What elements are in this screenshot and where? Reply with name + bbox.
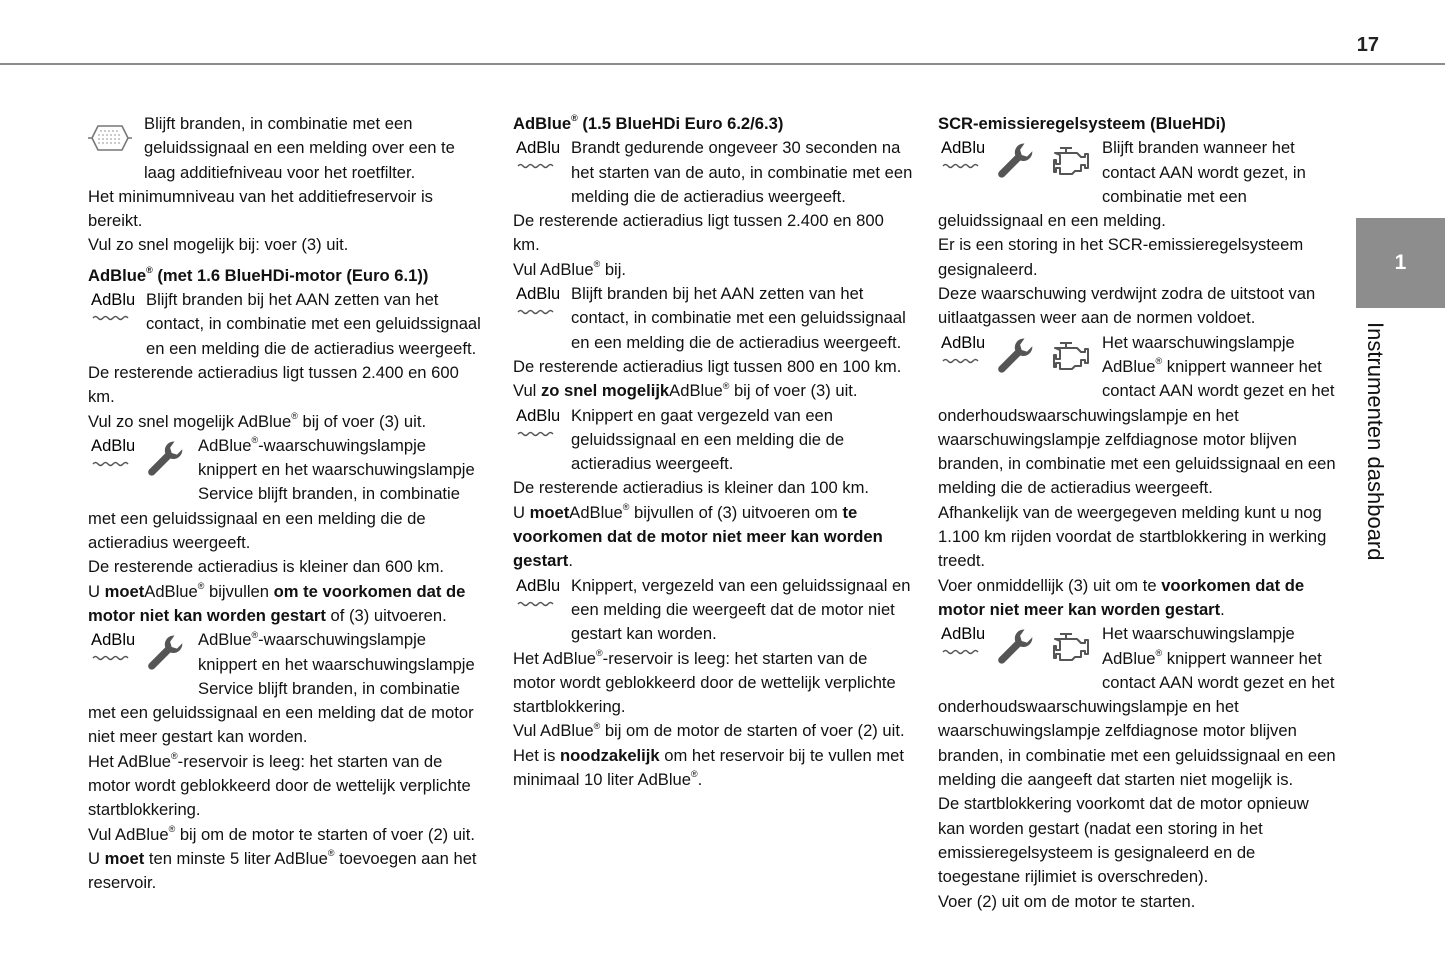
paragraph: U moet ten minste 5 liter AdBlue® toevoegen aan het reservoir. — [88, 848, 477, 893]
paragraph: Het minimumniveau van het additiefreservoir is bereikt. — [88, 186, 433, 231]
adblue-icon — [88, 438, 134, 474]
paragraph: De resterende actieradius is kleiner dan 600 km. — [88, 557, 445, 577]
paragraph: Vul zo snel mogelijk AdBlue® bij of voer (3) uit. — [88, 411, 427, 431]
paragraph: AdBlue®-waarschuwingslampje knippert en het waarschuwingslampje Service blijft branden, in combinatie met een geluidssignaal en een melding dat de motor niet meer gestart kan worden. — [88, 629, 475, 747]
wrench-icon — [144, 438, 186, 480]
paragraph: AdBlue®-waarschuwingslampje knippert en het waarschuwingslampje Service blijft branden, in combinatie met een geluidssignaal en een melding die de actieradius weergeeft. — [88, 435, 475, 553]
adblue-icon — [88, 632, 134, 668]
wrench-icon — [994, 140, 1036, 182]
column-middle — [513, 112, 913, 792]
section-heading: AdBlue® (1.5 BlueHDi Euro 6.2/6.3) — [513, 113, 784, 133]
engine-icon — [1046, 628, 1090, 664]
paragraph: Blijft branden bij het AAN zetten van het contact, in combinatie met een geluidssignaal en een melding die de actieradius weergeeft. — [571, 284, 906, 352]
paragraph: Blijft branden wanneer het contact AAN wordt gezet, in combinatie met een geluidssignaal en een melding. — [938, 138, 1306, 231]
paragraph: Voer (2) uit om de motor te starten. — [938, 891, 1196, 911]
indicator-block-adblue-service — [88, 628, 488, 749]
indicator-block-adblue-service — [88, 434, 488, 555]
adblue-icon — [513, 408, 559, 444]
wrench-icon — [994, 626, 1036, 668]
paragraph: Het waarschuwingslampje AdBlue® knippert wanneer het contact AAN wordt gezet en het onderhoudswaarschuwingslampje en het waarschuwingslampje zelfdiagnose motor blijven branden, in combinatie met een geluidssignaal en een melding die aangeeft dat starten niet mogelijk is. — [938, 624, 1336, 790]
adblue-icon — [938, 626, 984, 662]
paragraph: De resterende actieradius ligt tussen 800 en 100 km. — [513, 356, 902, 376]
paragraph: Vul AdBlue® bij om de motor te starten of voer (2) uit. — [88, 824, 475, 844]
paragraph: Voer onmiddellijk (3) uit om te voorkomen dat de motor niet meer kan worden gestart. — [938, 575, 1305, 619]
section-heading: SCR-emissieregelsysteem (BlueHDi) — [938, 114, 1226, 133]
indicator-block-adblue — [513, 282, 913, 355]
page-number: 17 — [1356, 34, 1379, 56]
paragraph: Het waarschuwingslampje AdBlue® knippert wanneer het contact AAN wordt gezet en het onderhoudswaarschuwingslampje en het waarschuwingslampje zelfdiagnose motor blijven branden, in combinatie met een geluidssignaal en een melding die de actieradius weergeeft. — [938, 332, 1336, 498]
paragraph: U moetAdBlue® bijvullen of (3) uitvoeren om te voorkomen dat de motor niet meer kan worden gestart. — [513, 502, 883, 571]
indicator-block-adblue — [88, 288, 488, 361]
paragraph: Brandt gedurende ongeveer 30 seconden na het starten van de auto, in combinatie met een melding die de actieradius weergeeft. — [571, 138, 913, 206]
indicator-block-adblue — [513, 404, 913, 477]
paragraph: Vul AdBlue® bij. — [513, 259, 627, 279]
paragraph: De resterende actieradius ligt tussen 2.400 en 600 km. — [88, 362, 459, 407]
indicator-block-adblue — [513, 574, 913, 647]
engine-icon — [1046, 337, 1090, 373]
column-left — [88, 112, 488, 896]
adblue-icon — [513, 140, 559, 176]
paragraph: De resterende actieradius ligt tussen 2.400 en 800 km. — [513, 211, 884, 255]
header-rule — [0, 63, 1445, 65]
paragraph: Het is noodzakelijk om het reservoir bij te vullen met minimaal 10 liter AdBlue®. — [513, 745, 905, 790]
paragraph: De resterende actieradius is kleiner dan 100 km. — [513, 478, 870, 498]
engine-icon — [1046, 142, 1090, 178]
paragraph: Er is een storing in het SCR-emissieregelsysteem gesignaleerd. — [938, 235, 1304, 279]
indicator-block-scr — [938, 136, 1338, 233]
paragraph: Knippert, vergezeld van een geluidssignaal en een melding die weergeeft dat de motor niet gestart kan worden. — [571, 575, 911, 644]
paragraph: Het AdBlue®-reservoir is leeg: het starten van de motor wordt geblokkeerd door de wettelijk verplichte startblokkering. — [88, 751, 471, 820]
paragraph: Vul zo snel mogelijk bij: voer (3) uit. — [88, 235, 349, 255]
paragraph: Vul zo snel mogelijkAdBlue® bij of voer (3) uit. — [513, 380, 858, 401]
chapter-number: 1 — [1394, 251, 1407, 274]
adblue-icon — [938, 140, 984, 176]
paragraph: Deze waarschuwing verdwijnt zodra de uitstoot van uitlaatgassen weer aan de normen voldoet. — [938, 284, 1316, 328]
chapter-tab[interactable] — [1356, 218, 1445, 308]
wrench-icon — [144, 632, 186, 674]
section-heading: AdBlue® (met 1.6 BlueHDi-motor (Euro 6.1)) — [88, 265, 429, 285]
paragraph: Blijft branden, in combinatie met een geluidssignaal en een melding over een te laag additiefniveau voor het roetfilter. — [144, 114, 455, 182]
adblue-icon — [938, 335, 984, 371]
indicator-block-adblue — [513, 136, 913, 209]
paragraph: Vul AdBlue® bij om de motor de starten of voer (2) uit. — [513, 720, 905, 741]
indicator-block-scr — [938, 622, 1338, 792]
paragraph: U moetAdBlue® bijvullen om te voorkomen dat de motor niet kan worden gestart of (3) uitvoeren. — [88, 581, 466, 625]
indicator-block-scr — [938, 331, 1338, 501]
paragraph: Knippert en gaat vergezeld van een geluidssignaal en een melding die de actieradius weergeeft. — [571, 405, 845, 474]
column-right — [938, 112, 1338, 914]
paragraph: Het AdBlue®-reservoir is leeg: het starten van de motor wordt geblokkeerd door de wettelijk verplichte startblokkering. — [513, 648, 896, 717]
paragraph: Afhankelijk van de weergegeven melding kunt u nog 1.100 km rijden voordat de startblokkering in werking treedt. — [938, 502, 1327, 571]
particle-filter-icon — [88, 122, 132, 154]
paragraph: Blijft branden bij het AAN zetten van het contact, in combinatie met een geluidssignaal en een melding die de actieradius weergeeft. — [146, 290, 481, 358]
paragraph: De startblokkering voorkomt dat de motor opnieuw kan worden gestart (nadat een storing in het emissieregelsysteem is gesignaleerd en de toegestane rijlimiet is overschreden). — [938, 794, 1309, 887]
wrench-icon — [994, 335, 1036, 377]
chapter-title: Instrumenten dashboard — [1363, 322, 1388, 561]
adblue-icon — [513, 286, 559, 322]
adblue-icon — [513, 578, 559, 614]
adblue-icon — [88, 292, 134, 328]
indicator-block-particle-filter — [88, 112, 488, 185]
